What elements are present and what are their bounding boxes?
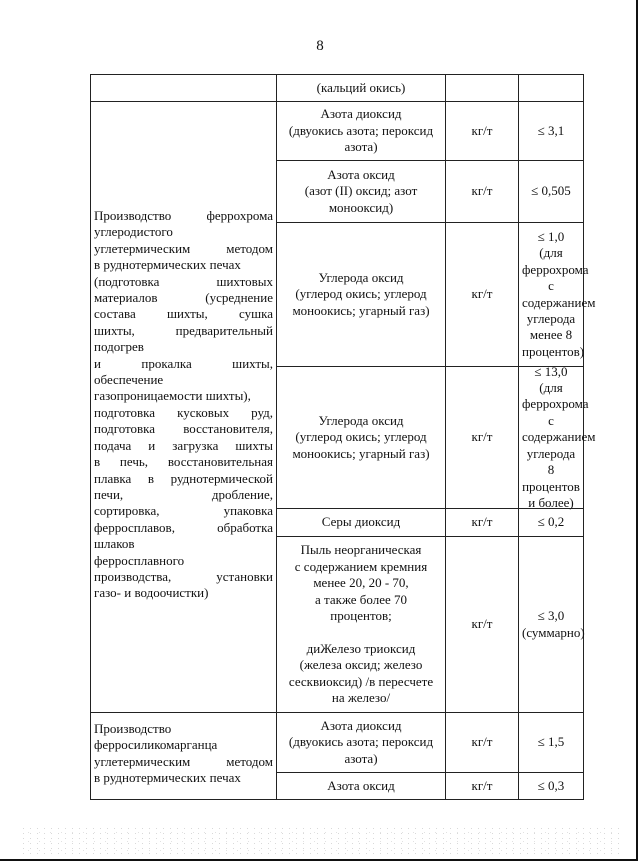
table-cell-value: ≤ 3,0 (суммарно): [518, 536, 584, 712]
table-cell-unit: кг/т: [445, 222, 518, 366]
table-cell-unit: [445, 74, 518, 101]
table-cell-value: ≤ 1,5: [518, 712, 584, 772]
table-cell-pollutant: Азота диоксид (двуокись азота; пероксид азота): [276, 101, 445, 160]
production-name-text: Производство феррохрома углеродистого углетермическим методом в руднотермических печах (подготовка шихтовых материалов (усреднение состава шихты, сушка шихты, предварительный подогрев и прокалка шихты, обеспечение газопроницаемости шихты), подготовка кусковых руд, подготовка восстановителя, подача и загрузка шихты в печь, восстановительная плавка в руднотермической печи, дробление, сортировка, упаковка ферросплавов, обработка шлаков ферросплавного производства, установки газо- и водоочистки): [94, 208, 273, 601]
table-cell-unit: кг/т: [445, 772, 518, 800]
table-cell-pollutant: (кальций окись): [276, 74, 445, 101]
table-cell-pollutant: Азота диоксид (двуокись азота; пероксид азота): [276, 712, 445, 772]
scan-noise: [20, 826, 620, 856]
table-cell-unit: кг/т: [445, 160, 518, 222]
table-cell-unit: кг/т: [445, 101, 518, 160]
table-cell-unit: кг/т: [445, 508, 518, 536]
table-cell-value: ≤ 13,0 (для феррохрома с содержанием углерода 8 процентов и более): [518, 366, 584, 508]
table-cell-unit: кг/т: [445, 712, 518, 772]
table-cell-pollutant: Углерода оксид (углерод окись; углерод моноокись; угарный газ): [276, 366, 445, 508]
production-name-ferrosilicomanganese: [90, 712, 276, 800]
production-name-ferrochrome: [90, 101, 276, 712]
table-cell-pollutant: Углерода оксид (углерод окись; углерод моноокись; угарный газ): [276, 222, 445, 366]
production-name-text: Производство ферросиликомарганца углетермическим методом в руднотермических печах: [94, 721, 273, 786]
table-cell-name: [90, 74, 276, 101]
table-cell-value: ≤ 1,0 (для феррохрома с содержанием углерода менее 8 процентов): [518, 222, 584, 366]
page-number: 8: [316, 38, 324, 54]
table-cell-unit: кг/т: [445, 366, 518, 508]
table-cell-value: ≤ 0,505: [518, 160, 584, 222]
table-cell-value: [518, 74, 584, 101]
table-cell-unit: кг/т: [445, 536, 518, 712]
table-cell-value: ≤ 0,3: [518, 772, 584, 800]
table-cell-pollutant: Серы диоксид: [276, 508, 445, 536]
table-cell-value: ≤ 0,2: [518, 508, 584, 536]
table-cell-pollutant: Азота оксид (азот (II) оксид; азот монооксид): [276, 160, 445, 222]
table-cell-value: ≤ 3,1: [518, 101, 584, 160]
table-cell-pollutant: Пыль неорганическая с содержанием кремния менее 20, 20 - 70, а также более 70 процентов; диЖелезо триоксид (железа оксид; железо сесквиоксид) /в пересчете на железо/: [276, 536, 445, 712]
table-cell-pollutant: Азота оксид: [276, 772, 445, 800]
